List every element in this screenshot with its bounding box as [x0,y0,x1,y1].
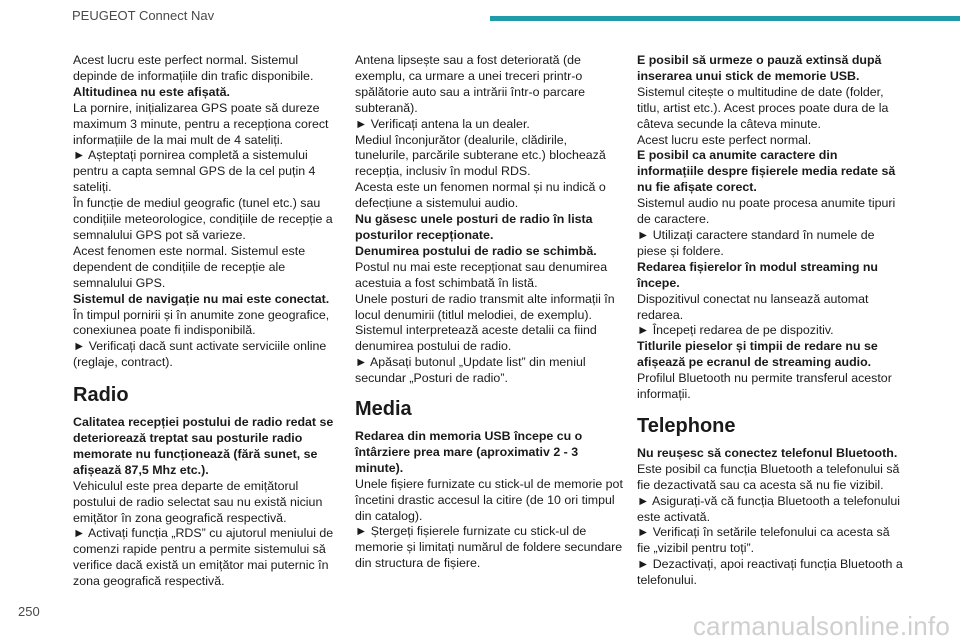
question-heading: Denumirea postului de radio se schimbă. [355,243,597,258]
body-paragraph: Sistemul citește o multitudine de date (folder, titlu, artist etc.). Acest proces poate dura de la câteva secunde la câteva minute. [637,84,889,131]
section-heading: Media [355,398,412,421]
body-paragraph: ► Așteptați pornirea completă a sistemului pentru a capta semnal GPS de la cel puțin 4 sateliți. [73,148,316,195]
body-paragraph: Mediul înconjurător (dealurile, clădirile, tunelurile, parcările subterane etc.) blochează recepția, inclusiv în modul RDS. [355,132,606,179]
body-paragraph: Vehiculul este prea departe de emițătorul postului de radio selectat sau nu există niciun emițător în zona geografică respectivă. [73,478,323,525]
body-paragraph: În timpul pornirii și în anumite zone geografice, conexiunea poate fi indisponibilă. [73,307,330,338]
section-heading: Radio [73,384,129,407]
body-paragraph: Sistemul audio nu poate procesa anumite tipuri de caractere. [637,196,896,227]
question-heading: Redarea din memoria USB începe cu o întârziere prea mare (aproximativ 2 - 3 minute). [355,429,583,475]
body-paragraph: Acest lucru este perfect normal. Sistemul depinde de informațiile din trafic disponibile. [73,53,314,83]
question-heading: Titlurile pieselor și timpii de redare nu se afișează pe ecranul de streaming audio. [637,339,878,370]
body-paragraph: Unele fișiere furnizate cu stick-ul de memorie pot încetini drastic accesul la citire (de 10 ori timpul din catalog). [355,476,623,523]
body-paragraph: Acest lucru este perfect normal. [637,132,812,147]
body-paragraph: Profilul Bluetooth nu permite transferul acestor informații. [637,371,892,402]
body-paragraph: La pornire, inițializarea GPS poate să dureze maximum 3 minute, pentru a recepționa corect informațiile de la mai mult de 4 sateliți. [73,100,329,147]
text-column-middle [355,53,623,572]
header-accent-bar [490,16,960,21]
body-paragraph: ► Dezactivați, apoi reactivați funcția Bluetooth a telefonului. [637,557,903,588]
body-paragraph: ► Ștergeți fișierele furnizate cu stick-ul de memorie și limitați numărul de foldere secundare din structura de fișiere. [355,524,623,571]
body-paragraph: Antena lipsește sau a fost deteriorată (de exemplu, ca urmare a unei treceri printr-o spălătorie auto sau a intrării într-o parcare subterană). [355,53,586,115]
text-column-left [73,53,341,590]
question-heading: Altitudinea nu este afișată. [73,84,230,99]
body-paragraph: ► Verificați antena la un dealer. [355,116,530,131]
body-paragraph: ► Asigurați-vă că funcția Bluetooth a telefonului este activată. [637,493,900,524]
body-paragraph: Dispozitivul conectat nu lansează automat redarea. [637,291,869,322]
body-paragraph: Este posibil ca funcția Bluetooth a telefonului să fie dezactivată sau ca acesta să nu fie vizibil. [637,461,900,492]
body-paragraph: ► Începeți redarea de pe dispozitiv. [637,323,834,338]
question-heading: Sistemul de navigație nu mai este conectat. [73,291,330,306]
question-heading: Redarea fișierelor în modul streaming nu începe. [637,259,878,290]
body-paragraph: ► Verificați în setările telefonului ca acesta să fie „vizibil pentru toți”. [637,525,890,556]
body-paragraph: Unele posturi de radio transmit alte informații în locul denumirii (titlul melodiei, de exemplu). Sistemul interpretează aceste detalii ca fiind denumirea postului de radio. [355,291,615,354]
body-paragraph: În funcție de mediul geografic (tunel etc.) sau condițiile meteorologice, condițiile de recepție a semnalului GPS pot să varieze. [73,196,333,242]
question-heading: E posibil ca anumite caractere din informațiile despre fișierele media redate să nu fie afișate corect. [637,148,896,195]
body-paragraph: ► Apăsați butonul „Update list” din meniul secundar „Posturi de radio”. [355,355,586,386]
question-heading: Nu reușesc să conectez telefonul Bluetooth. [637,445,898,460]
page-number: 250 [18,604,40,619]
text-column-right [637,53,905,589]
page-header-title: PEUGEOT Connect Nav [72,8,215,23]
question-heading: E posibil să urmeze o pauză extinsă după inserarea unui stick de memorie USB. [637,53,882,83]
body-paragraph: ► Utilizați caractere standard în numele de piese și foldere. [637,227,875,258]
body-paragraph: Acesta este un fenomen normal și nu indică o defecțiune a sistemului audio. [355,180,606,211]
body-paragraph: ► Verificați dacă sunt activate serviciile online (reglaje, contract). [73,339,327,370]
question-heading: Calitatea recepției postului de radio redat se deteriorează treptat sau posturile radio memorate nu funcționează (fără sunet, se afișează 87,5 Mhz etc.). [73,415,334,477]
body-paragraph: Acest fenomen este normal. Sistemul este dependent de condițiile de recepție ale semnalului GPS. [73,243,306,290]
watermark: carmanualsonline.info [692,611,950,641]
section-heading: Telephone [637,414,736,437]
body-paragraph: Postul nu mai este recepționat sau denumirea acestuia a fost schimbată în listă. [355,259,608,290]
body-paragraph: ► Activați funcția „RDS” cu ajutorul meniului de comenzi rapide pentru a permite sistemului să verifice dacă există un emițător mai puternic în zona geografică respectivă. [73,526,334,589]
question-heading: Nu găsesc unele posturi de radio în lista posturilor recepționate. [355,212,593,242]
